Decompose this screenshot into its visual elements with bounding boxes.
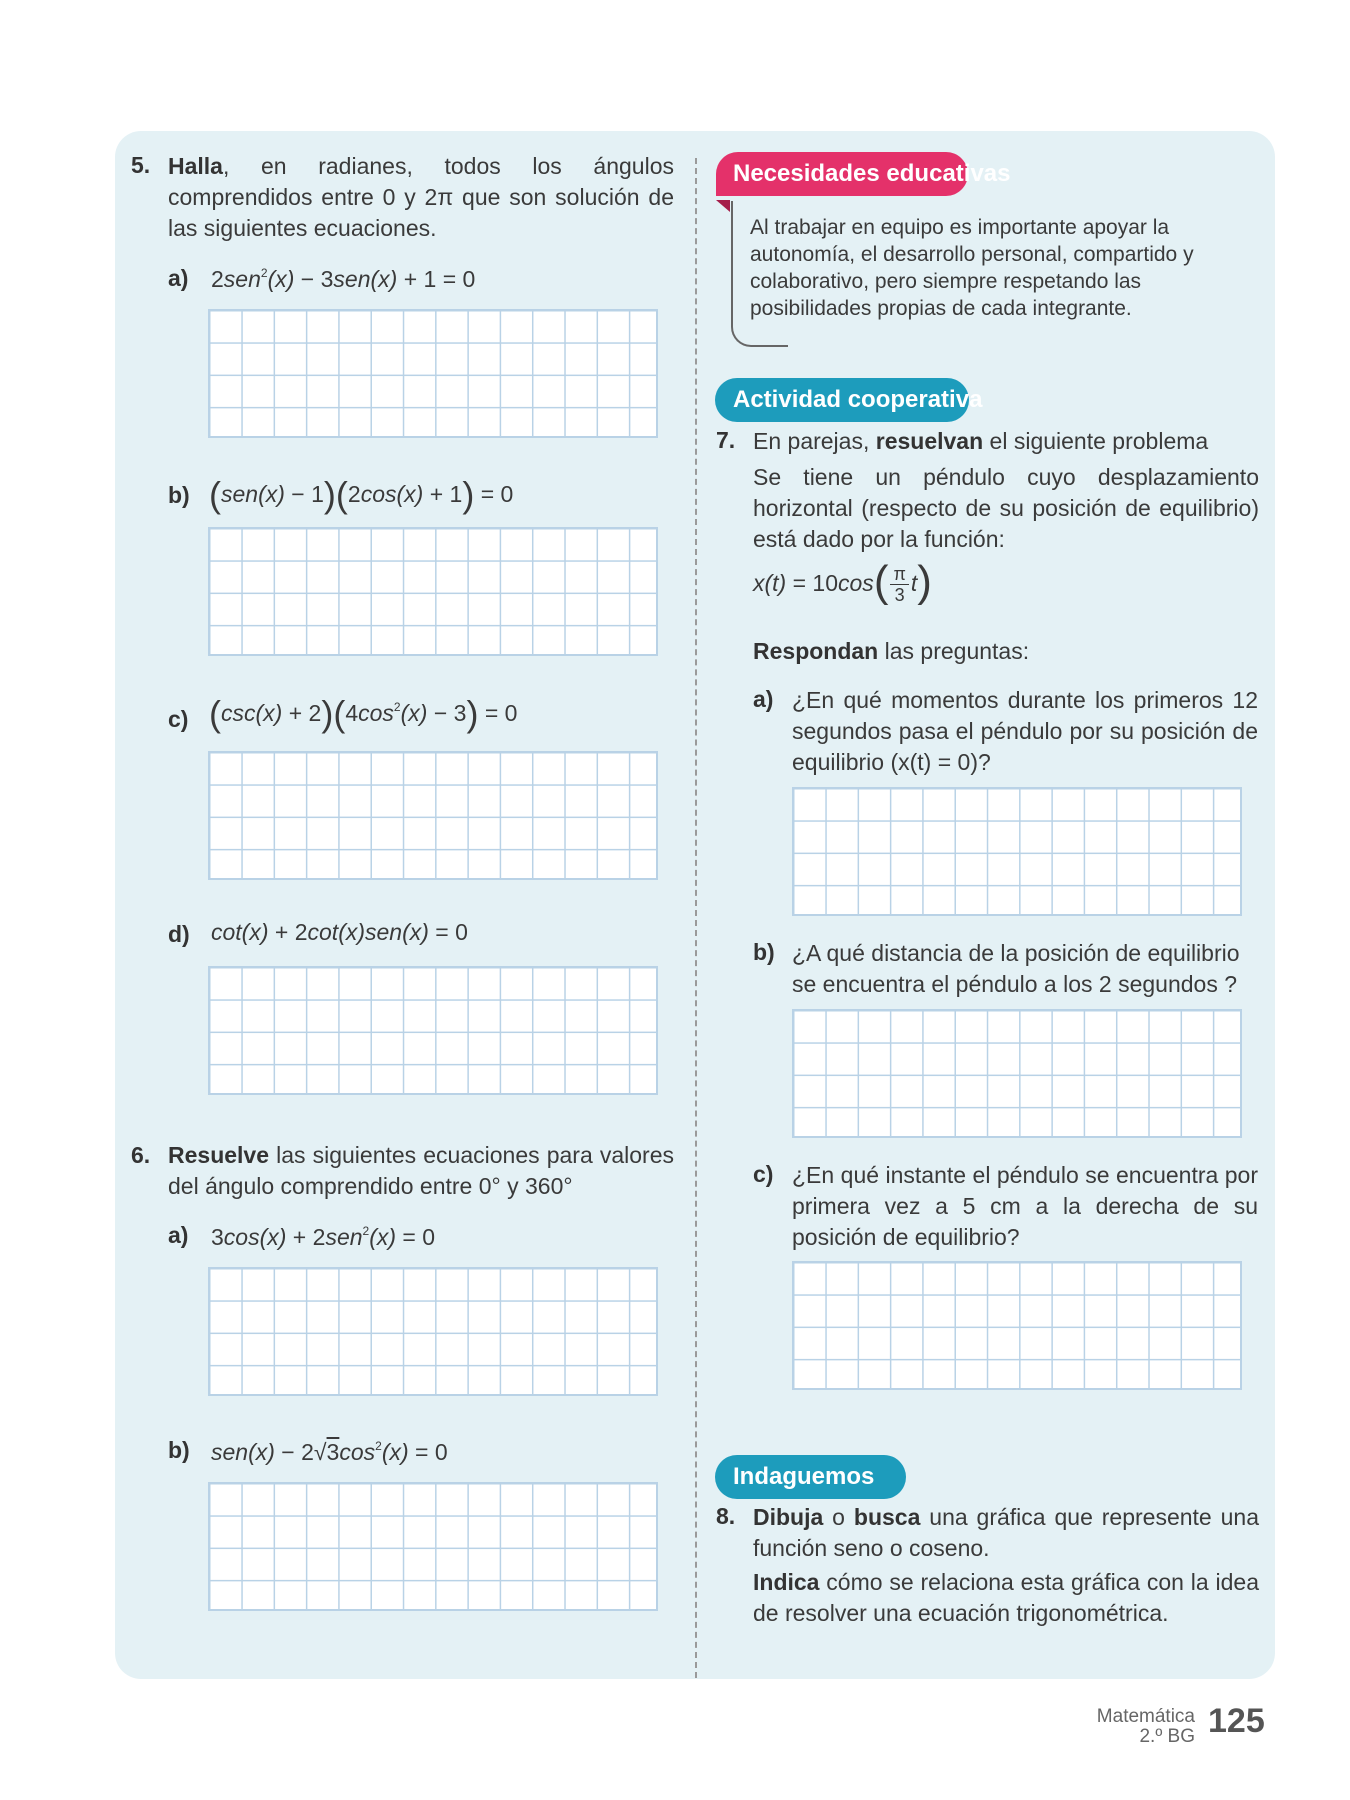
footer-subject: Matemática 2.º BG (1096, 1706, 1195, 1747)
q7-verb: resuelvan (875, 428, 984, 454)
q7a-label: a) (753, 686, 774, 712)
q5-prompt (168, 151, 674, 244)
q7a-text: ¿En qué momentos durante los primeros 12 segundos pasa el péndulo por su posición de equilibrio (x(t) = 0)? (792, 687, 1258, 775)
q7-respond-verb: Respondan (753, 638, 879, 664)
needs-tag-fold (716, 200, 730, 212)
q6b-equation: $sen(x) - 2√3\cos^2(x) = 0$ (211, 1439, 448, 1465)
q5-verb: Halla (168, 153, 223, 179)
q5a-equation: 2sen$^2$(x) − 3sen(x) + 1 = 0 (211, 266, 476, 292)
q5a-answer-grid[interactable] (208, 309, 658, 438)
q5c-answer-grid[interactable] (208, 751, 658, 880)
column-divider (695, 158, 697, 1678)
q8-number: 8. (716, 1503, 736, 1529)
q6-prompt (168, 1140, 674, 1202)
q5b-label: b) (168, 482, 190, 508)
q5d-equation: cot(x) + 2cot(x)sen(x) = 0 (211, 919, 468, 945)
q7-body: Se tiene un péndulo cuyo desplazamiento horizontal (respecto de su posición de equilibrio) está dado por la función: (753, 464, 1259, 552)
q6a-equation: 3cos(x) + 2sen$^2$(x) = 0 (211, 1224, 436, 1250)
needs-text: Al trabajar en equipo es importante apoyar la autonomía, el desarrollo personal, compartido y colaborativo, pero siempre respetando las posibilidades propias de cada integrante. (750, 216, 1194, 320)
q7-function: x(t) = 10cos( $\frac{\pi}{3}$ t) (753, 557, 932, 606)
q6b-answer-grid[interactable] (208, 1482, 658, 1611)
needs-tag: Necesidades educativas (716, 152, 968, 196)
q5b-answer-grid[interactable] (208, 527, 658, 656)
q6a-answer-grid[interactable] (208, 1267, 658, 1396)
q8-prompt: Dibuja o busca una gráfica que represente una función seno o coseno. (753, 1504, 1259, 1561)
q5b-equation: (sen(x) − 1)(2cos(x) + 1) = 0 (209, 474, 514, 515)
q7c-text: ¿En qué instante el péndulo se encuentra por primera vez a 5 cm a la derecha de su posición de equilibrio? (792, 1162, 1258, 1250)
q7c-label: c) (753, 1161, 774, 1187)
q5d-answer-grid[interactable] (208, 966, 658, 1095)
q6-text: las siguientes ecuaciones para valores del ángulo comprendido entre 0° y 360° (168, 1142, 674, 1199)
q7-respond: Respondan las preguntas: (753, 638, 1030, 664)
q7a-answer-grid[interactable] (792, 787, 1242, 916)
inquire-tag: Indaguemos (715, 1455, 906, 1499)
q5-number: 5. (131, 152, 151, 178)
q5-text: , en radianes, todos los ángulos comprendidos entre 0 y 2π que son solución de las siguientes ecuaciones. (168, 153, 674, 241)
coop-tag: Actividad cooperativa (715, 378, 969, 422)
q6b-label: b) (168, 1437, 190, 1463)
q6a-label: a) (168, 1222, 189, 1248)
q7b-text: ¿A qué distancia de la posición de equilibrio se encuentra el péndulo a los 2 segundos ? (792, 940, 1240, 997)
q7b-answer-grid[interactable] (792, 1009, 1242, 1138)
q5c-label: c) (168, 706, 189, 732)
q7b-label: b) (753, 939, 775, 965)
q7-number: 7. (716, 427, 736, 453)
q5a-label: a) (168, 265, 189, 291)
q6-verb: Resuelve (168, 1142, 270, 1168)
q6-number: 6. (131, 1142, 151, 1168)
page-number: 125 (1208, 1702, 1265, 1740)
q7-intro: En parejas, resuelvan el siguiente problema (753, 428, 1209, 454)
q5d-label: d) (168, 921, 190, 947)
q7c-answer-grid[interactable] (792, 1261, 1242, 1390)
q8-indicate: Indica cómo se relaciona esta gráfica con la idea de resolver una ecuación trigonométrica. (753, 1569, 1259, 1626)
q5c-equation: $(\csc(x) + 2)(4\cos^2(x) - 3) = 0$ (209, 693, 518, 734)
